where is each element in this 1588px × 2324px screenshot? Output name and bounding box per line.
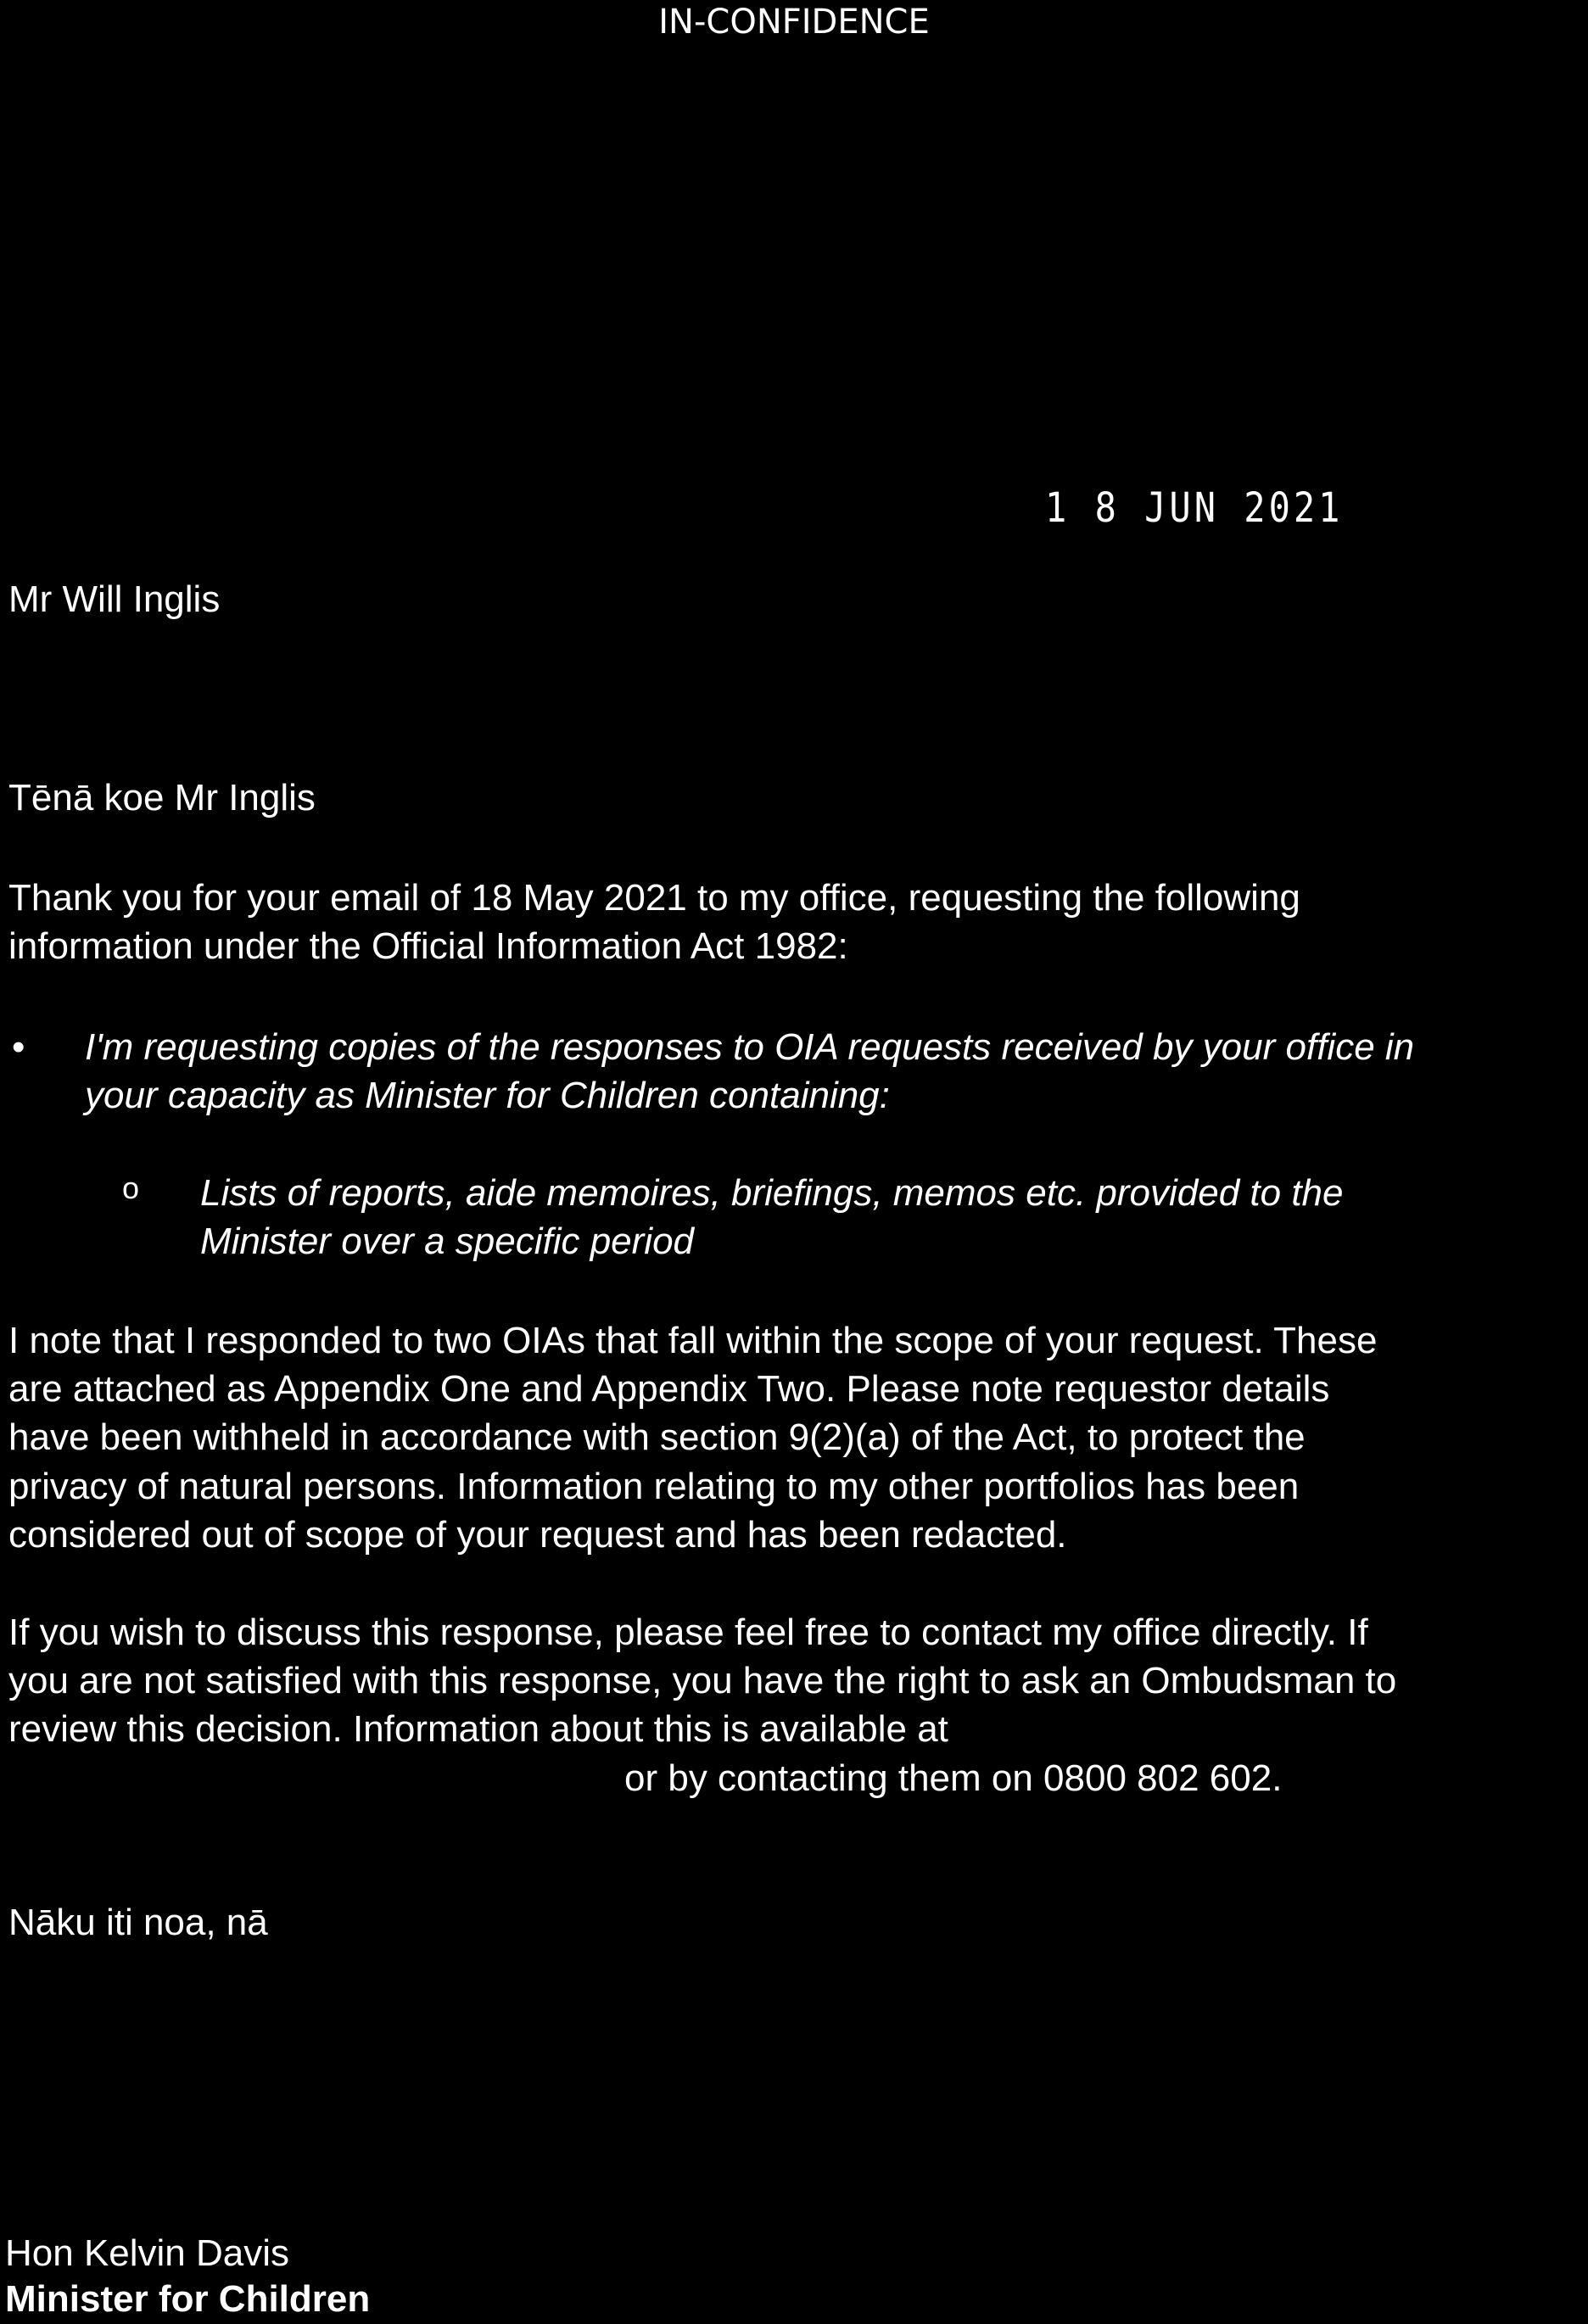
signatory-name: Hon Kelvin Davis [5,2232,290,2274]
request-sub-bullet-line: Minister over a specific period [200,1221,695,1263]
date-stamp: 1 8 JUN 2021 [1045,483,1344,532]
signatory-title: Minister for Children [5,2278,371,2320]
bullet-icon: • [12,1026,25,1068]
request-bullet-line: I'm requesting copies of the responses to OIA requests received by your office in [85,1026,1415,1068]
body-line: review this decision. Information about this is available at [8,1708,948,1751]
body-line: you are not satisfied with this response, you have the right to ask an Ombudsman to [8,1660,1397,1702]
body-paragraph-1 [8,1316,1377,1559]
body-line: If you wish to discuss this response, please feel free to contact my office directly. If [8,1612,1368,1653]
body-line: have been withheld in accordance with section 9(2)(a) of the Act, to protect the [8,1416,1306,1459]
salutation: Tēnā koe Mr Inglis [8,777,316,818]
intro-paragraph [8,874,1300,970]
request-sub-bullet [122,1169,1344,1265]
request-bullet [8,1023,1414,1120]
body-line: considered out of scope of your request and has been redacted. [8,1513,1067,1556]
sub-bullet-icon: o [122,1170,140,1205]
classification-header: IN-CONFIDENCE [658,3,930,42]
signoff: Nāku iti noa, nā [8,1902,268,1943]
request-bullet-line: your capacity as Minister for Children containing: [85,1075,890,1117]
body-line: or by contacting them on 0800 802 602. [624,1757,1283,1799]
request-sub-bullet-line: Lists of reports, aide memoires, briefings, memos etc. provided to the [200,1172,1344,1214]
body-line: privacy of natural persons. Information relating to my other portfolios has been [8,1465,1300,1507]
body-line: I note that I responded to two OIAs that fall within the scope of your request. These [8,1320,1378,1361]
body-line: are attached as Appendix One and Appendix Two. Please note requestor details [8,1368,1330,1411]
intro-line: information under the Official Information Act 1982: [8,925,848,968]
body-paragraph-2 [8,1608,1396,1802]
intro-line: Thank you for your email of 18 May 2021 to my office, requesting the following [8,877,1300,919]
recipient-name: Mr Will Inglis [8,578,221,620]
